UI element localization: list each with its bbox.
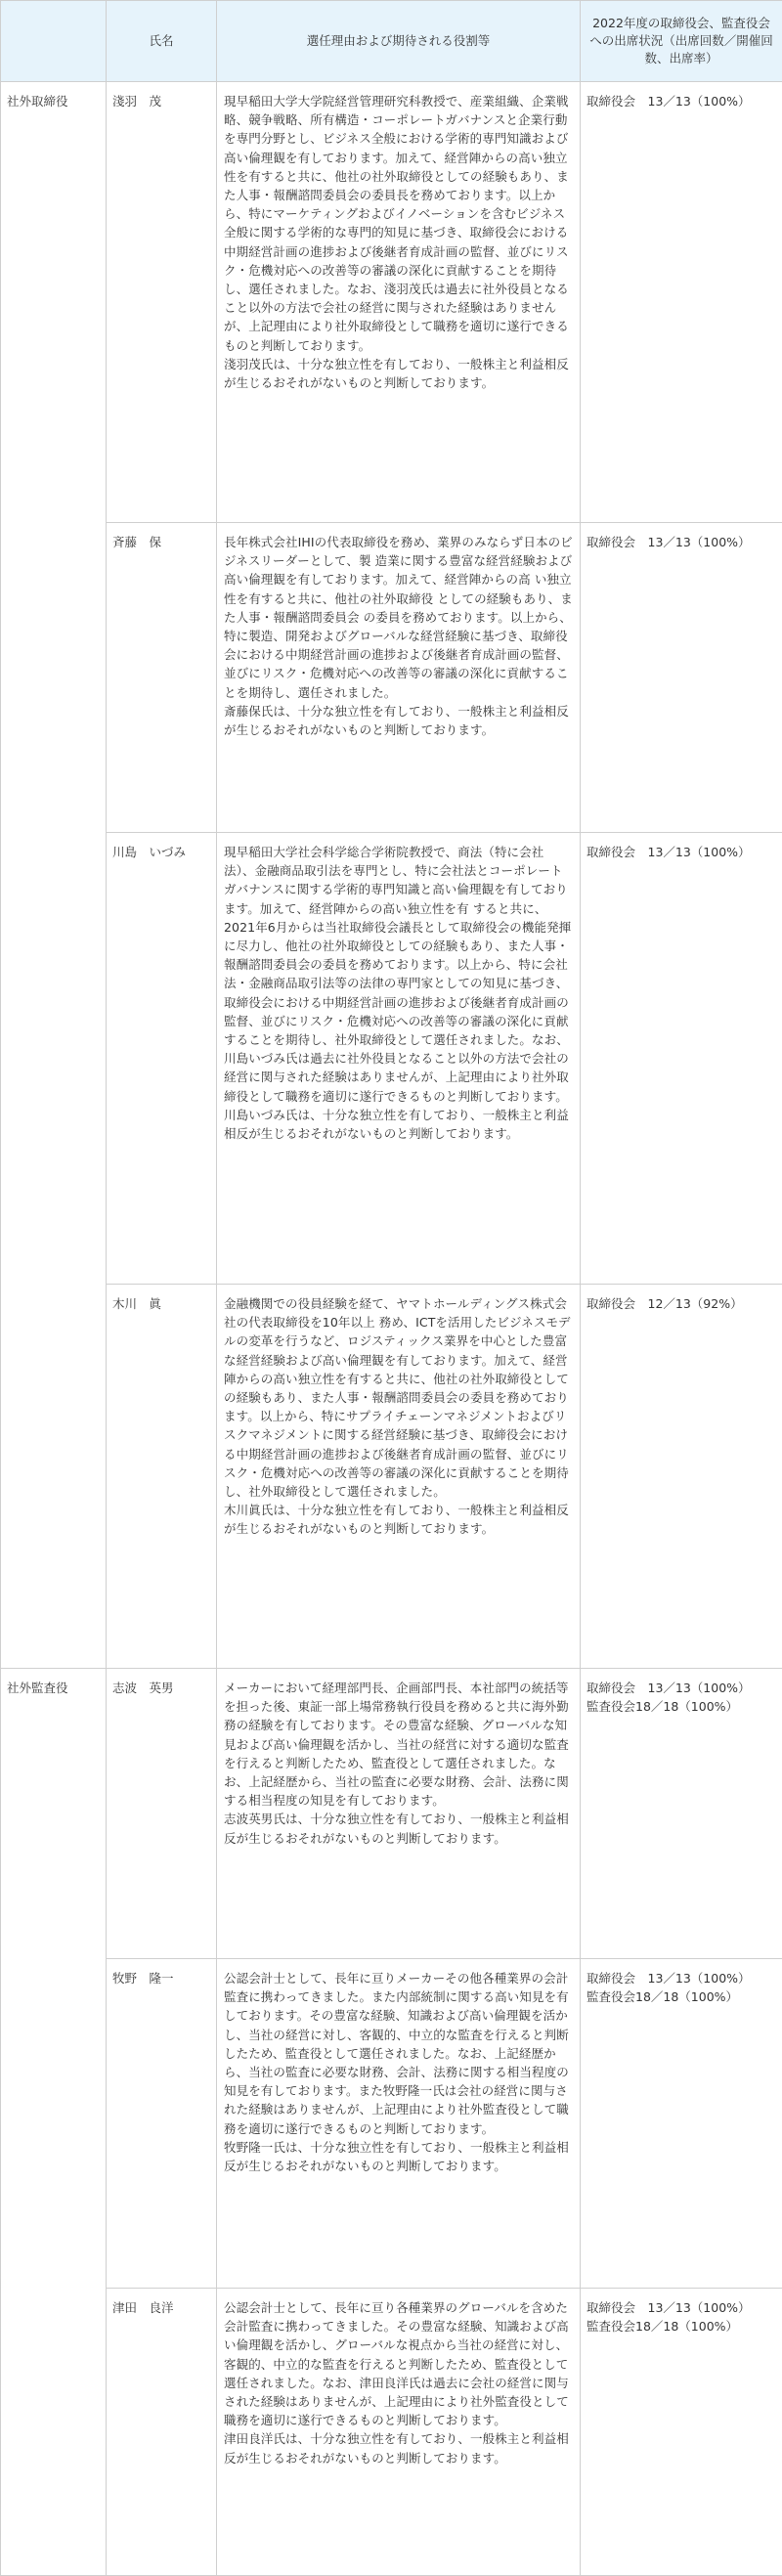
officer-name: 斉藤 保 xyxy=(107,523,217,833)
independence-text: 木川眞氏は、十分な独立性を有しており、一般株主と利益相反が生じるおそれがないものと判断しております。 xyxy=(224,1501,574,1538)
category-cell: 社外監査役 xyxy=(1,1669,107,2576)
reason-text: 現早稲田大学社会科学総合学術院教授で、商法（特に会社法）、金融商品取引法を専門とし、特に会社法とコーポレートガバナンスに関する学術的専門知識と高い倫理観を有しております。加えて、経営陣からの高い独立性を有 すると共に、2021年6月からは当社取締役会議長として取締役会の機能発揮に尽力し、他社の社外取締役としての経験もあり、また人事・報酬諮問委員会の委員を務めております。以上から、特に会社法・金融商品取引法等の法律の専門家としての知見に基づき、取締役会における中期経営計画の進捗および後継者育成計画の監督、並びにリスク・危機対応への改善等の審議の深化に貢献することを期待し、社外取締役として選任されました。なお、川島いづみ氏は過去に社外役員となること以外の方法で会社の経営に関与された経験はありませんが、上記理由により社外取締役として職務を適切に遂行できるものと判断しております。 xyxy=(224,843,574,1106)
audit-board-attendance: 監査役会18／18（100%） xyxy=(586,1697,776,1716)
attendance-cell xyxy=(581,1285,782,1669)
board-attendance: 取締役会 13／13（100%） xyxy=(586,92,776,110)
table-row xyxy=(1,833,782,1285)
board-attendance: 取締役会 13／13（100%） xyxy=(586,2298,776,2317)
table-row xyxy=(1,82,782,523)
attendance-cell xyxy=(581,1669,782,1959)
reason-text: 公認会計士として、長年に亘り各種業界のグローバルを含めた会計監査に携わってきました。その豊富な経験、知識および高い倫理観を活かし、グローバルな視点から当社の経営に対し、客観的、中立的な監査を行えると判断したため、監査役として選任されました。なお、津田良洋氏は過去に会社の経営に関与された経験はありませんが、上記理由により社外監査役として職務を適切に遂行できるものと判断しております。 xyxy=(224,2298,574,2429)
selection-reason xyxy=(217,82,581,523)
selection-reason xyxy=(217,1285,581,1669)
selection-reason xyxy=(217,1959,581,2289)
table-row xyxy=(1,1669,782,1959)
board-attendance: 取締役会 13／13（100%） xyxy=(586,533,776,551)
table-row xyxy=(1,523,782,833)
reason-text: メーカーにおいて経理部門長、企画部門長、本社部門の統括等を担った後、東証一部上場常務執行役員を務めると共に海外勤務の経験を有しております。その豊富な経験、グローバルな知見および高い倫理観を活かし、当社の経営に対する適切な監査を行えると判断したため、監査役として選任されました。なお、上記経歴から、当社の監査に必要な財務、会計、法務に関する相当程度の知見を有しております。 xyxy=(224,1679,574,1810)
table-row xyxy=(1,1285,782,1669)
table-header-row xyxy=(1,1,782,82)
attendance-cell xyxy=(581,2289,782,2576)
attendance-cell xyxy=(581,523,782,833)
table-row xyxy=(1,2289,782,2576)
header-category xyxy=(1,1,107,82)
independence-text: 淺羽茂氏は、十分な独立性を有しており、一般株主と利益相反が生じるおそれがないものと判断しております。 xyxy=(224,355,574,392)
independence-text: 川島いづみ氏は、十分な独立性を有しており、一般株主と利益相反が生じるおそれがないものと判断しております。 xyxy=(224,1106,574,1143)
audit-board-attendance: 監査役会18／18（100%） xyxy=(586,2317,776,2336)
officer-name: 志波 英男 xyxy=(107,1669,217,1959)
independence-text: 志波英男氏は、十分な独立性を有しており、一般株主と利益相反が生じるおそれがないものと判断しております。 xyxy=(224,1810,574,1847)
header-reason: 選任理由および期待される役割等 xyxy=(217,1,581,82)
officer-name: 津田 良洋 xyxy=(107,2289,217,2576)
officer-name: 牧野 隆一 xyxy=(107,1959,217,2289)
board-attendance: 取締役会 13／13（100%） xyxy=(586,843,776,861)
category-cell: 社外取締役 xyxy=(1,82,107,1669)
header-attendance: 2022年度の取締役会、監査役会への出席状況（出席回数／開催回数、出席率） xyxy=(581,1,782,82)
selection-reason xyxy=(217,2289,581,2576)
reason-text: 金融機関での役員経験を経て、ヤマトホールディングス株式会社の代表取締役を10年以上 務め、ICTを活用したビジネスモデルの変革を行うなど、ロジスティックス業界を中心とした豊富な経営経験および高い倫理観を有しております。加えて、経営陣からの高い独立性を有すると共に、他社の社外取締役としての経験もあり、また人事・報酬諮問委員会の委員を務めております。以上から、特にサプライチェーンマネジメントおよびリスクマネジメントに関する経営経験に基づき、取締役会における中期経営計画の進捗および後継者育成計画の監督、並びにリスク・危機対応への改善等の審議の深化に貢献することを期待し、社外取締役として選任されました。 xyxy=(224,1294,574,1501)
independence-text: 牧野隆一氏は、十分な独立性を有しており、一般株主と利益相反が生じるおそれがないものと判断しております。 xyxy=(224,2138,574,2175)
board-attendance: 取締役会 13／13（100%） xyxy=(586,1679,776,1697)
reason-text: 公認会計士として、長年に亘りメーカーその他各種業界の会計監査に携わってきました。また内部統制に関する高い知見を有しております。その豊富な経験、知識および高い倫理観を活かし、当社の経営に対し、客観的、中立的な監査を行えると判断したため、監査役として選任されました。なお、上記経歴から、当社の監査に必要な財務、会計、法務に関する相当程度の知見を有しております。また牧野隆一氏は会社の経営に関与された経験はありませんが、上記理由により社外監査役として職務を適切に遂行できるものと判断しております。 xyxy=(224,1969,574,2138)
board-attendance: 取締役会 13／13（100%） xyxy=(586,1969,776,1987)
independence-text: 津田良洋氏は、十分な独立性を有しており、一般株主と利益相反が生じるおそれがないものと判断しております。 xyxy=(224,2429,574,2467)
attendance-cell xyxy=(581,82,782,523)
selection-reason xyxy=(217,1669,581,1959)
audit-board-attendance: 監査役会18／18（100%） xyxy=(586,1987,776,2006)
selection-reason xyxy=(217,523,581,833)
selection-reason xyxy=(217,833,581,1285)
officer-name: 木川 眞 xyxy=(107,1285,217,1669)
independence-text: 斎藤保氏は、十分な独立性を有しており、一般株主と利益相反が生じるおそれがないものと判断しております。 xyxy=(224,702,574,739)
table-row xyxy=(1,1959,782,2289)
attendance-cell xyxy=(581,1959,782,2289)
header-name: 氏名 xyxy=(107,1,217,82)
reason-text: 長年株式会社IHIの代表取締役を務め、業界のみならず日本のビジネスリーダーとして、製 造業に関する豊富な経営経験および高い倫理観を有しております。加えて、経営陣からの高 い独立性を有すると共に、他社の社外取締役 としての経験もあり、また人事・報酬諮問委員会 の委員を務めております。以上から、特に製造、開発およびグローバルな経営経験に基づき、取締役会における中期経営計画の進捗および後継者育成計画の監督、並びにリスク・危機対応への改善等の審議の深化に貢献することを期待し、選任されました。 xyxy=(224,533,574,702)
reason-text: 現早稲田大学大学院経営管理研究科教授で、産業組織、企業戦略、競争戦略、所有構造・コーポレートガバナンスと企業行動を専門分野とし、ビジネス全般における学術的専門知識および高い倫理観を有しております。加えて、経営陣からの高い独立性を有すると共に、他社の社外取締役としての経験もあり、また人事・報酬諮問委員会の委員長を務めております。以上から、特にマーケティングおよびイノベーションを含むビジネス全般に関する学術的な専門的知見に基づき、取締役会における中期経営計画の進捗および後継者育成計画の監督、並びにリスク・危機対応への改善等の審議の深化に貢献することを期待し、選任されました。なお、淺羽茂氏は過去に社外役員となること以外の方法で会社の経営に関与された経験はありませんが、上記理由により社外取締役として職務を適切に遂行できるものと判断しております。 xyxy=(224,92,574,355)
officer-name: 淺羽 茂 xyxy=(107,82,217,523)
attendance-cell xyxy=(581,833,782,1285)
officer-name: 川島 いづみ xyxy=(107,833,217,1285)
board-attendance: 取締役会 12／13（92%） xyxy=(586,1294,776,1313)
